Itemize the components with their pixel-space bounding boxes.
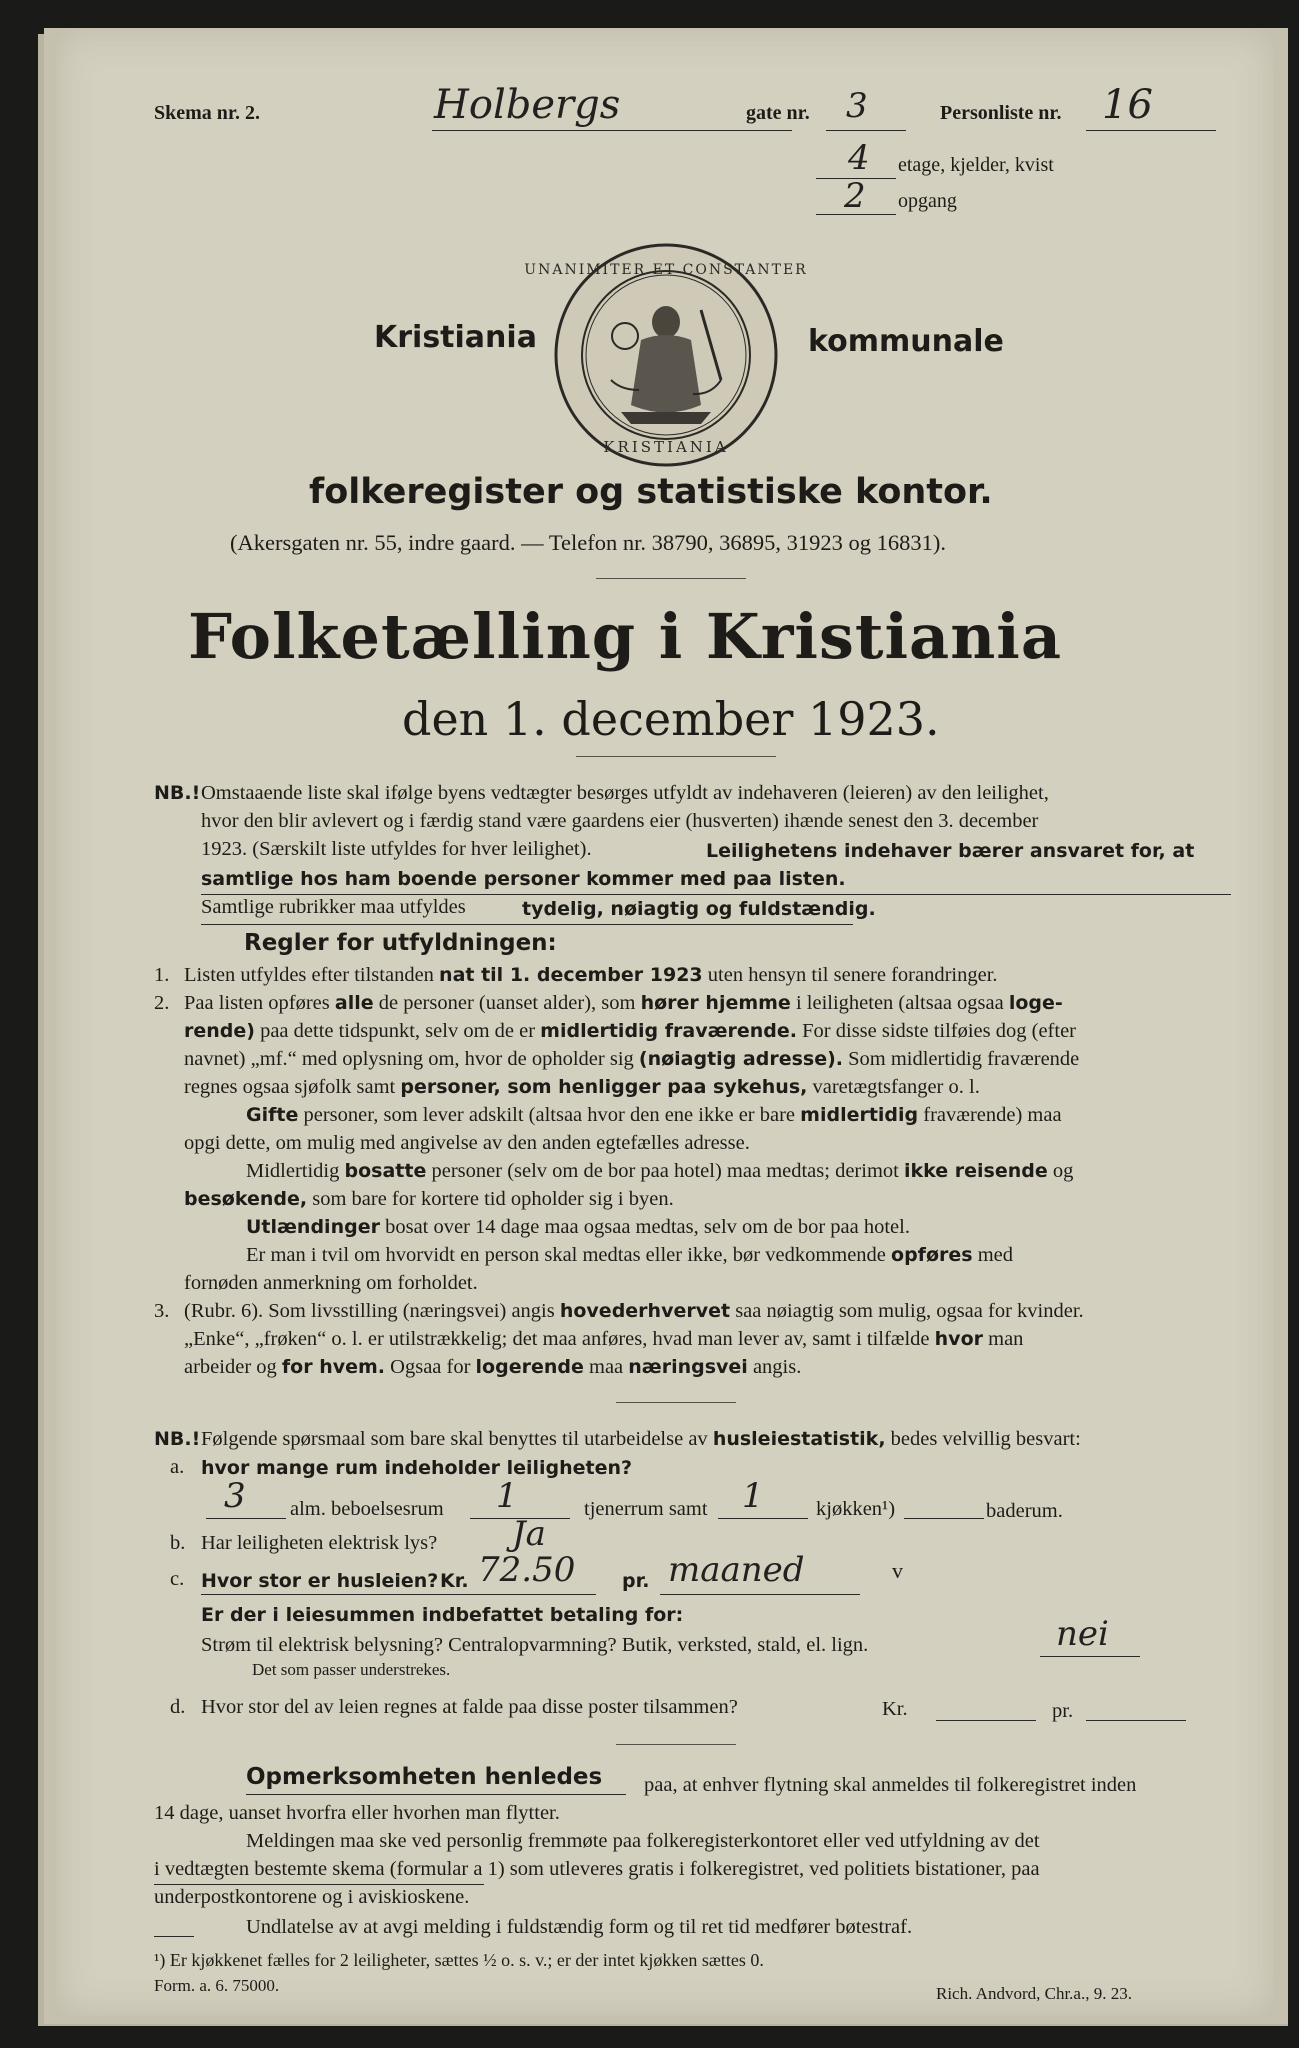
- rule-number: 1.: [154, 964, 170, 986]
- office-city-right: kommunale: [808, 324, 1004, 359]
- answer-line: [936, 1720, 1036, 1721]
- question-d-text: Hvor stor del av leien regnes at falde paa disse poster tilsammen?: [201, 1696, 738, 1718]
- dash-mark: [154, 1936, 194, 1937]
- printer-mark: Rich. Andvord, Chr.a., 9. 23.: [936, 1984, 1132, 2003]
- rule2-line6: opgi dette, om mulig med angivelse av den anden egtefælles adresse.: [184, 1132, 750, 1154]
- street-name-handwriting: Holbergs: [434, 82, 621, 128]
- office-address: (Akersgaten nr. 55, indre gaard. — Telefon nr. 38790, 36895, 31923 og 16831).: [230, 530, 947, 555]
- rule3-line1: (Rubr. 6). Som livsstilling (næringsvei) angis hovederhvervet saa nøiagtig som mulig, ogsaa for kvinder.: [184, 1300, 1084, 1322]
- nb1-line2: hvor den blir avlevert og i færdig stand være gaardens eier (husverten) ihænde senest den 3. december: [201, 810, 1039, 832]
- underline: [660, 1594, 860, 1595]
- kitchen-label: kjøkken¹): [816, 1498, 896, 1520]
- rooms-handwriting: 3: [224, 1476, 246, 1516]
- street-line: [432, 130, 792, 131]
- answer-line: [718, 1518, 808, 1519]
- nb-label: NB.!: [154, 782, 201, 804]
- servant-room-label: tjenerrum samt: [584, 1498, 708, 1520]
- notice-line3: Meldingen maa ske ved personlig fremmøte paa folkeregisterkontoret eller ved utfyldning av det: [246, 1830, 1040, 1852]
- underline: [201, 924, 853, 925]
- city-seal: [524, 240, 808, 475]
- rent-period-handwriting: maaned: [668, 1550, 805, 1590]
- rule2-line9: Utlændinger bosat over 14 dage maa ogsaa medtas, selv om de bor paa hotel.: [246, 1216, 910, 1238]
- underline: [154, 1884, 484, 1885]
- document-title: Folketælling i Kristiania: [188, 600, 1063, 673]
- rule2-line8: besøkende, som bare for kortere tid opholder sig i byen.: [184, 1188, 674, 1210]
- share-kr-label: Kr.: [882, 1698, 908, 1720]
- gate-line: [826, 130, 906, 131]
- question-label: c.: [170, 1568, 185, 1590]
- servant-room-handwriting: 1: [496, 1476, 518, 1516]
- nb1-line5-bold: tydelig, nøiagtig og fuldstændig.: [522, 898, 876, 920]
- rule2-line1: Paa listen opføres alle de personer (uanset alder), som hører hjemme i leiligheten (altsaa ogsaa loge-: [184, 992, 1063, 1014]
- footnote: ¹) Er kjøkkenet fælles for 2 leiligheter, sættes ½ o. s. v.; er der intet kjøkken sættes 0.: [154, 1950, 764, 1970]
- rule3-line2: „Enke“, „frøken“ o. l. er utilstrækkelig; det maa anføres, hvad man lever av, samt i tilfælde hvor man: [184, 1328, 1024, 1350]
- rule2-line3: navnet) „mf.“ med oplysning om, hvor de opholder sig (nøiagtig adresse). Som midlertidig fraværende: [184, 1048, 1080, 1070]
- gate-label: gate nr.: [746, 102, 810, 124]
- share-per-label: pr.: [1052, 1700, 1074, 1722]
- office-subtitle: folkeregister og statistiske kontor.: [309, 472, 993, 512]
- answer-line: [206, 1518, 286, 1519]
- check-mark: v: [892, 1558, 903, 1583]
- document-date: den 1. december 1923.: [402, 692, 940, 746]
- underline: [201, 894, 1231, 895]
- personliste-label: Personliste nr.: [940, 102, 1062, 124]
- notice-line5: underpostkontorene og i aviskioskene.: [154, 1886, 470, 1908]
- notice-line1: paa, at enhver flytning skal anmeldes til folkeregistret inden: [644, 1774, 1137, 1796]
- divider: [576, 756, 776, 757]
- svg-text:KRISTIANIA: KRISTIANIA: [603, 438, 729, 456]
- floor-label: etage, kjelder, kvist: [898, 154, 1054, 176]
- electric-light-handwriting: Ja: [512, 1514, 546, 1554]
- rule2-line11: fornøden anmerkning om forholdet.: [184, 1272, 478, 1294]
- included-text: Strøm til elektrisk belysning? Centralopvarmning? Butik, verksted, stald, el. lign.: [201, 1634, 869, 1656]
- divider: [616, 1744, 736, 1745]
- divider: [616, 1402, 736, 1403]
- included-note: Det som passer understrekes.: [252, 1660, 451, 1679]
- rule1-text: Listen utfyldes efter tilstanden nat til 1. december 1923 uten hensyn til senere forandringer.: [184, 964, 998, 986]
- personliste-line: [1086, 130, 1216, 131]
- rule2-line10: Er man i tvil om hvorvidt en person skal medtas eller ikke, bør vedkommende opføres med: [246, 1244, 1013, 1266]
- nb1-line3: 1923. (Særskilt liste utfyldes for hver leilighet).: [201, 838, 592, 860]
- personliste-number-handwriting: 16: [1102, 82, 1153, 128]
- entrance-label: opgang: [898, 190, 957, 212]
- rent-amount-handwriting: 72.50: [478, 1550, 576, 1590]
- included-answer-handwriting: nei: [1056, 1614, 1109, 1654]
- entrance-handwriting: 2: [844, 176, 866, 216]
- svg-text:UNANIMITER ET CONSTANTER: UNANIMITER ET CONSTANTER: [524, 262, 808, 278]
- schema-label: Skema nr. 2.: [154, 102, 260, 124]
- rule-number: 3.: [154, 1300, 170, 1322]
- gate-number-handwriting: 3: [846, 86, 868, 126]
- census-form-page: [56, 30, 1274, 2016]
- entrance-line: [816, 214, 896, 215]
- rules-heading: Regler for utfyldningen:: [244, 930, 557, 956]
- nb1-line1: Omstaaende liste skal ifølge byens vedtægter besørges utfyldt av indehaveren (leieren) av den leilighet,: [201, 782, 1049, 804]
- kitchen-handwriting: 1: [742, 1476, 764, 1516]
- underline: [246, 1794, 626, 1795]
- bath-label: baderum.: [986, 1500, 1063, 1522]
- rule2-line2: rende) paa dette tidspunkt, selv om de er midlertidig fraværende. For disse sidste tilføies dog (efter: [184, 1020, 1076, 1042]
- answer-line: [1086, 1720, 1186, 1721]
- nb-label: NB.!: [154, 1428, 201, 1450]
- question-a-text: hvor mange rum indeholder leiligheten?: [201, 1457, 633, 1479]
- divider: [596, 578, 746, 579]
- notice-line4: i vedtægten bestemte skema (formular a 1) som utleveres gratis i folkeregistret, ved politiets bistationer, paa: [154, 1858, 1040, 1880]
- nb1-line5: Samtlige rubrikker maa utfyldes: [201, 896, 466, 918]
- rule-number: 2.: [154, 992, 170, 1014]
- notice-heading: Opmerksomheten henledes: [246, 1764, 603, 1790]
- notice-line2: 14 dage, uanset hvorfra eller hvorhen man flytter.: [154, 1802, 560, 1824]
- rent-kr-label: Kr.: [440, 1570, 469, 1592]
- notice-line6: Undlatelse av at avgi melding i fuldstændig form og til ret tid medfører bøtestraf.: [246, 1916, 913, 1938]
- rent-per-label: pr.: [622, 1570, 650, 1592]
- included-heading: Er der i leiesummen indbefattet betaling for:: [201, 1604, 684, 1626]
- nb2-intro: Følgende spørsmaal som bare skal benyttes til utarbeidelse av husleiestatistik, bedes velvillig besvart:: [201, 1428, 1081, 1450]
- rule2-line5: Gifte personer, som lever adskilt (altsaa hvor den ene ikke er bare midlertidig fraværende) maa: [246, 1104, 1062, 1126]
- question-b-text: Har leiligheten elektrisk lys?: [201, 1532, 438, 1554]
- office-city-left: Kristiania: [374, 320, 537, 355]
- floor-handwriting: 4: [848, 138, 870, 178]
- nb1-line4-bold: samtlige hos ham boende personer kommer med paa listen.: [201, 868, 846, 890]
- form-number: Form. a. 6. 75000.: [154, 1976, 280, 1995]
- rule2-line7: Midlertidig bosatte personer (selv om de bor paa hotel) maa medtas; derimot ikke reisende og: [246, 1160, 1074, 1182]
- answer-line: [904, 1518, 984, 1519]
- city-seal-icon: [524, 240, 808, 470]
- rule3-line3: arbeider og for hvem. Ogsaa for logerende maa næringsvei angis.: [184, 1356, 802, 1378]
- question-c-text: Hvor stor er husleien?: [201, 1570, 439, 1592]
- rule2-line4: regnes ogsaa sjøfolk samt personer, som henligger paa sykehus, varetægtsfanger o. l.: [184, 1076, 980, 1098]
- nb1-line3-bold: Leilighetens indehaver bærer ansvaret for, at: [706, 840, 1195, 862]
- underline: [201, 1594, 596, 1595]
- answer-line: [1040, 1656, 1140, 1657]
- question-label: a.: [170, 1456, 185, 1478]
- question-label: d.: [170, 1696, 186, 1718]
- rooms-label: alm. beboelsesrum: [290, 1498, 444, 1520]
- question-label: b.: [170, 1532, 186, 1554]
